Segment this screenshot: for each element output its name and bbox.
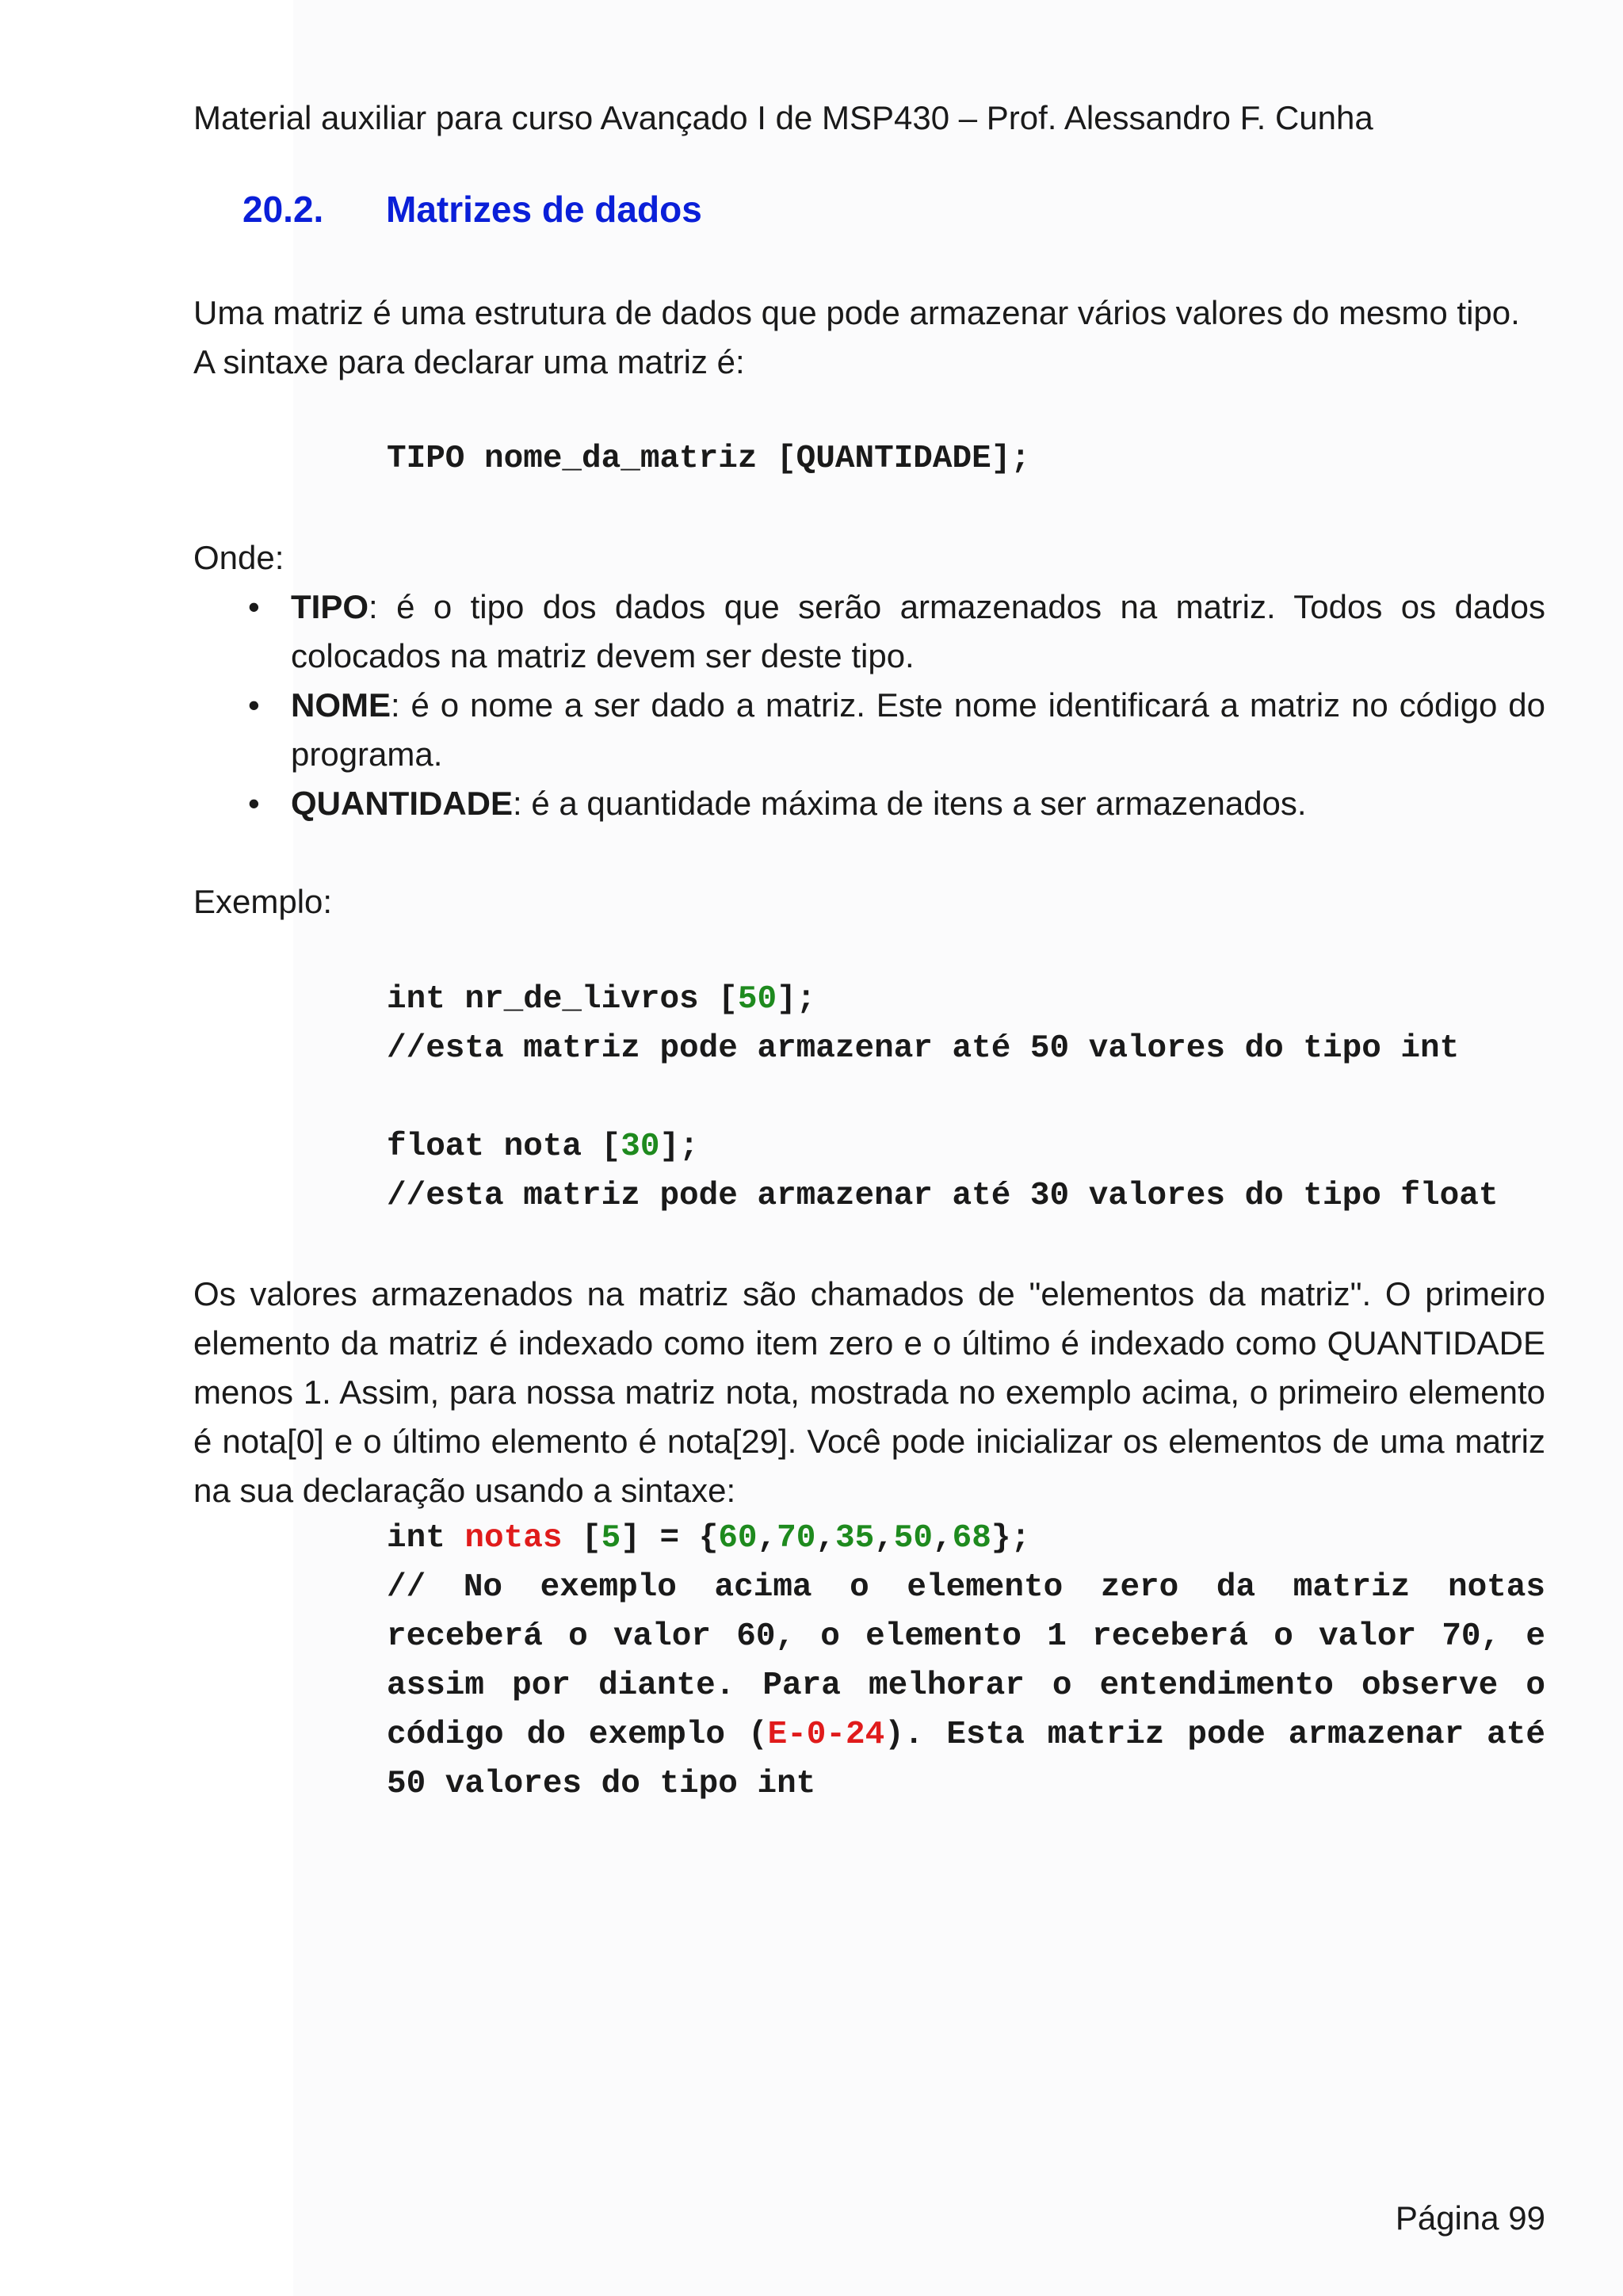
code-number: 50 bbox=[737, 981, 777, 1018]
code-number: 68 bbox=[952, 1520, 991, 1557]
code-number: 5 bbox=[601, 1520, 621, 1557]
definition-text: : é o nome a ser dado a matriz. Este nome identificará a matriz no código do programa. bbox=[291, 686, 1545, 773]
example-reference: E-0-24 bbox=[767, 1717, 885, 1753]
definition-text: : é a quantidade máxima de itens a ser armazenados. bbox=[513, 785, 1307, 822]
list-item bbox=[193, 779, 1545, 828]
code-text: int nr_de_livros [ bbox=[387, 981, 738, 1018]
code-number: 60 bbox=[718, 1520, 758, 1557]
running-header: Material auxiliar para curso Avançado I de MSP430 – Prof. Alessandro F. Cunha bbox=[193, 99, 1373, 136]
bullet-icon: • bbox=[248, 588, 260, 625]
code-comment: // No exemplo acima o elemento zero da matriz notas receberá o valor 60, o elemento 1 receberá o valor 70, e assim por diante. Para melhorar o entendimento observe o código do exemplo ( bbox=[387, 1569, 1545, 1753]
intro-line-1: Uma matriz é uma estrutura de dados que pode armazenar vários valores do mesmo tipo. bbox=[193, 294, 1520, 331]
term-tipo: TIPO bbox=[291, 588, 369, 625]
code-text: , bbox=[757, 1520, 777, 1557]
code-decl-notas bbox=[387, 1514, 1030, 1563]
code-text: ] = { bbox=[621, 1520, 719, 1557]
code-text: ]; bbox=[777, 981, 816, 1018]
term-nome: NOME bbox=[291, 686, 391, 724]
list-item bbox=[193, 681, 1545, 779]
code-comment: ). Esta matriz pode armazenar até 50 valores do tipo int bbox=[387, 1717, 1545, 1802]
code-number: 70 bbox=[777, 1520, 816, 1557]
code-text: }; bbox=[991, 1520, 1031, 1557]
intro-line-2: A sintaxe para declarar uma matriz é: bbox=[193, 343, 745, 380]
code-text: [ bbox=[562, 1520, 601, 1557]
code-text: , bbox=[933, 1520, 953, 1557]
code-number: 50 bbox=[893, 1520, 934, 1557]
code-identifier: notas bbox=[464, 1520, 563, 1557]
code-number: 35 bbox=[834, 1520, 875, 1557]
section-number: 20.2. bbox=[242, 189, 324, 230]
bullet-icon: • bbox=[248, 785, 260, 822]
page-number: Página 99 bbox=[1395, 2199, 1545, 2237]
code-text: ]; bbox=[659, 1129, 699, 1165]
definition-list bbox=[193, 583, 1545, 828]
code-decl-livros bbox=[387, 975, 815, 1024]
bullet-icon: • bbox=[248, 686, 260, 724]
code-comment-livros: //esta matriz pode armazenar até 50 valores do tipo int bbox=[387, 1030, 1460, 1067]
body-paragraph: Os valores armazenados na matriz são chamados de "elementos da matriz". O primeiro elemento da matriz é indexado como item zero e o último é indexado como QUANTIDADE menos 1. Assim, para nossa matriz nota, mostrada no exemplo acima, o primeiro elemento é nota[0] e o último elemento é nota[29]. Você pode inicializar os elementos de uma matriz na sua declaração usando a sintaxe: bbox=[193, 1275, 1545, 1509]
code-number: 30 bbox=[621, 1129, 660, 1165]
code-comment-notas bbox=[387, 1563, 1545, 1809]
definition-text: : é o tipo dos dados que serão armazenados na matriz. Todos os dados colocados na matriz devem ser deste tipo. bbox=[291, 588, 1545, 674]
code-text: , bbox=[815, 1520, 835, 1557]
code-text: int bbox=[387, 1520, 465, 1557]
code-text: float nota [ bbox=[387, 1129, 621, 1165]
syntax-code: TIPO nome_da_matriz [QUANTIDADE]; bbox=[387, 441, 1030, 477]
list-item bbox=[193, 583, 1545, 681]
code-comment-nota: //esta matriz pode armazenar até 30 valores do tipo float bbox=[387, 1178, 1499, 1214]
exemplo-label: Exemplo: bbox=[193, 883, 333, 920]
term-quantidade: QUANTIDADE bbox=[291, 785, 513, 822]
section-title: Matrizes de dados bbox=[386, 189, 702, 230]
code-decl-nota bbox=[387, 1122, 699, 1171]
onde-label: Onde: bbox=[193, 539, 285, 576]
code-text: , bbox=[874, 1520, 894, 1557]
